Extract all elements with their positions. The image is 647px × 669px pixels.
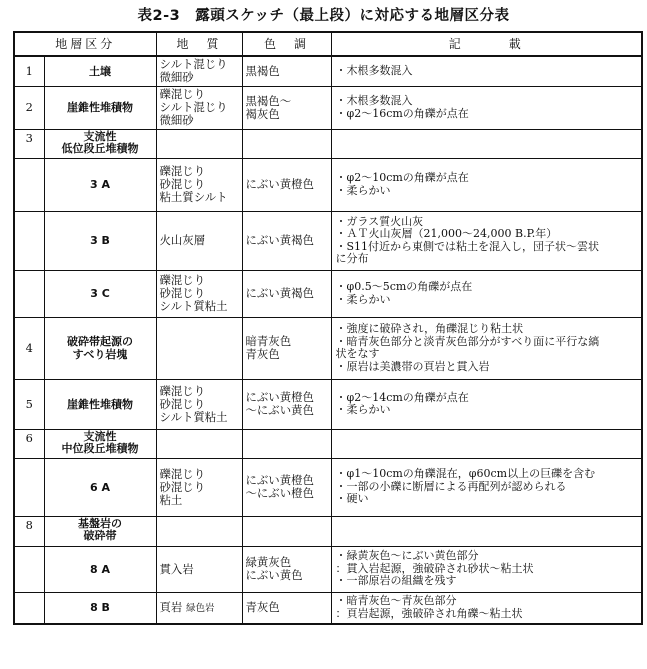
row-number: 1 [14,56,44,86]
unit-name: 8 B [44,592,156,624]
remark-item: ・φ2～10cmの角礫が点在 [335,171,469,184]
remark-item: ・強度に破砕され，角礫混じり粘土状 [335,322,524,335]
row-number: 6 [14,429,44,458]
color-cell: にぶい黄褐色 [242,211,331,270]
remark-item: ：頁岩起源，強破砕され角礫～粘土状 [335,606,523,620]
color-cell: にぶい黄橙色 ～にぶい橙色 [242,458,331,516]
remarks-cell [331,546,642,592]
geology-cell [156,592,242,624]
color-cell: にぶい黄褐色 [242,270,331,317]
table-title: 表2-3 露頭スケッチ（最上段）に対応する地層区分表 [137,8,510,24]
color-cell: にぶい黄橙色 [242,158,331,211]
table-row [14,546,642,592]
table-row [14,429,642,458]
color-cell [242,129,331,158]
remark-item: ・木根多数混入 [335,64,413,77]
remarks-cell [331,56,642,86]
remark-item: ・柔らかい [335,292,391,306]
stratigraphy-table [13,31,643,625]
remark-item: ・緑黄灰色～にぶい黄色部分 [335,549,479,563]
remark-item: ・φ1～10cmの角礫混在，φ60cm以上の巨礫を含む [335,467,596,481]
row-number [14,458,44,516]
remarks-cell [331,129,642,158]
remark-item: ・硬い [335,492,369,506]
remarks-cell [331,270,642,317]
row-number: 4 [14,317,44,379]
remarks-cell [331,592,642,624]
geology-cell: 貫入岩 [156,546,242,592]
row-number: 5 [14,379,44,429]
geology-cell: 火山灰層 [156,211,242,270]
remark-item: ・S11付近から東側では粘土を混入し，団子状～雲状 に分布 [335,239,600,265]
geology-cell [156,129,242,158]
color-cell [242,429,331,458]
row-number [14,546,44,592]
geology-cell: 礫混じり 砂混じり 粘土 [156,458,242,516]
header-color: 色 調 [242,32,331,56]
remarks-cell [331,158,642,211]
remark-item: ・原岩は美濃帯の頁岩と貫入岩 [335,359,490,373]
remarks-cell [331,379,642,429]
header-remarks: 記 載 [331,32,642,56]
remarks-cell [331,458,642,516]
remark-item: ・一部の小礫に断層による再配列が認められる [335,479,567,493]
table-row [14,458,642,516]
table-row [14,129,642,158]
color-cell: 黒褐色～ 褐灰色 [242,86,331,129]
remark-item: ・φ2～14cmの角礫が点在 [335,390,469,404]
unit-name: 破砕帯起源の すべり岩塊 [44,317,156,379]
header-unit: 地層区分 [14,32,156,56]
unit-name: 土壌 [44,56,156,86]
unit-name: 基盤岩の 破砕帯 [44,516,156,546]
table-row [14,270,642,317]
unit-name: 崖錐性堆積物 [44,379,156,429]
remark-item: ・柔らかい [335,183,391,197]
row-number: 2 [14,86,44,129]
remark-item: ・木根多数混入 [335,94,413,107]
remark-item: ・ガラス質火山灰 [335,214,424,228]
geology-cell [156,317,242,379]
table-row [14,86,642,129]
geology-note: 緑色岩 [185,602,215,614]
color-cell [242,516,331,546]
color-cell: 青灰色 [242,592,331,624]
unit-name: 3 C [44,270,156,317]
remarks-cell [331,429,642,458]
remark-item: ・ＡＴ火山灰層（21,000～24,000 B.P.年） [335,227,558,240]
row-number: 8 [14,516,44,546]
remarks-cell [331,211,642,270]
geology-cell: 礫混じり 砂混じり シルト質粘土 [156,270,242,317]
color-cell: 緑黄灰色 にぶい黄色 [242,546,331,592]
geology-cell: 礫混じり 砂混じり シルト質粘土 [156,379,242,429]
table-row [14,592,642,624]
remark-item: ・柔らかい [335,403,391,416]
remark-item: ・暗青灰色～青灰色部分 [335,594,457,608]
remarks-cell [331,86,642,129]
table-row [14,211,642,270]
unit-name: 支流性 低位段丘堆積物 [44,129,156,158]
row-number [14,270,44,317]
unit-name: 3 B [44,211,156,270]
row-number: 3 [14,129,44,158]
geology-text: 頁岩 [159,599,183,614]
unit-name: 崖錐性堆積物 [44,86,156,129]
color-cell: にぶい黄橙色 ～にぶい黄色 [242,379,331,429]
header-geology: 地 質 [156,32,242,56]
unit-name: 8 A [44,546,156,592]
color-cell: 暗青灰色 青灰色 [242,317,331,379]
header-row [14,32,642,56]
row-number [14,211,44,270]
table-row [14,379,642,429]
table-row [14,516,642,546]
remark-item: ：貫入岩起源，強破砕され砂状～粘土状 [335,561,534,575]
unit-name: 6 A [44,458,156,516]
geology-cell: シルト混じり 微細砂 [156,56,242,86]
remark-item: ・暗青灰色部分と淡青灰色部分がすべり面に平行な縞 状をなす [335,334,600,360]
remarks-cell [331,516,642,546]
geology-cell: 礫混じり 砂混じり 粘土質シルト [156,158,242,211]
row-number [14,158,44,211]
table-row [14,56,642,86]
table-row [14,158,642,211]
geology-cell: 礫混じり シルト混じり 微細砂 [156,86,242,129]
table-row [14,317,642,379]
color-cell: 黒褐色 [242,56,331,86]
row-number [14,592,44,624]
remark-item: ・φ2～16cmの角礫が点在 [335,106,469,120]
unit-name: 3 A [44,158,156,211]
geology-cell [156,516,242,546]
remark-item: ・φ0.5～5cmの角礫が点在 [335,280,473,293]
geology-cell [156,429,242,458]
unit-name: 支流性 中位段丘堆積物 [44,429,156,458]
remark-item: ・一部原岩の組織を残す [335,574,457,588]
remarks-cell [331,317,642,379]
